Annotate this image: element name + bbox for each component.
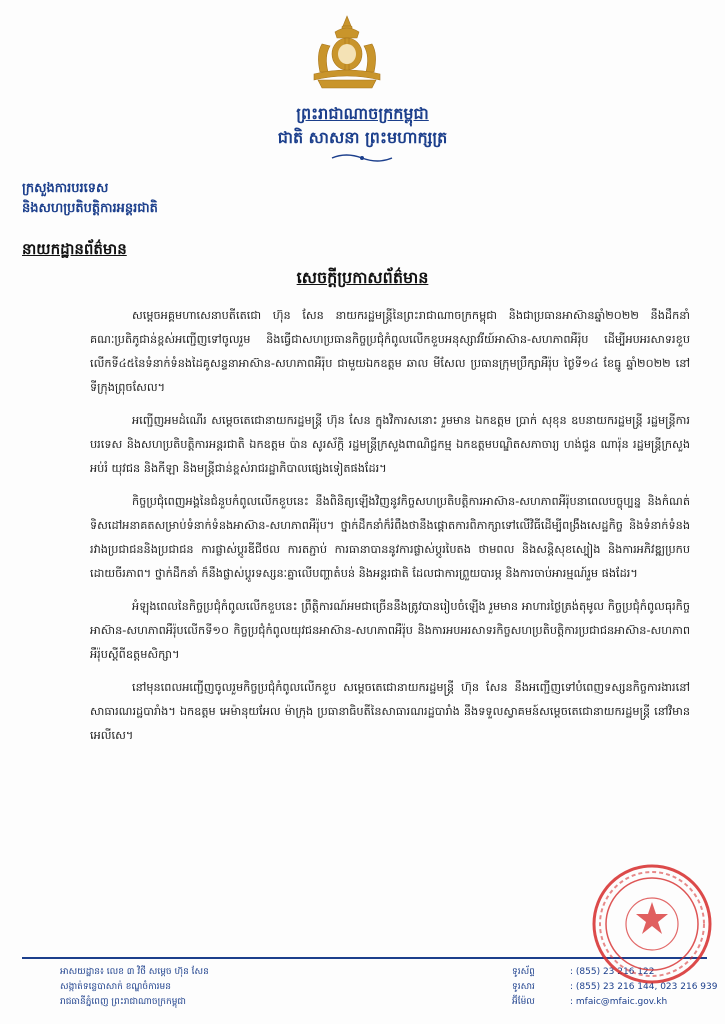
address-line: រាជធានីភ្នំពេញ ព្រះរាជាណាចក្រកម្ពុជា [60,997,186,1007]
royal-emblem-icon [302,14,392,94]
paragraph: អញ្ជើញអមដំណើរ សម្តេចតេជោនាយករដ្ឋមន្ត្រី ហ៊ុន សែន ក្នុងវិការសនោះ រួមមាន ឯកឧត្តម ប្រាក់ សុខុន ឧបនាយករដ្ឋមន្ត្រី រដ្ឋមន្ត្រីការបរទេស និងសហប្រតិបត្តិការអន្តរជាតិ ឯកឧត្តម ប៉ាន សូរស័ក្តិ រដ្ឋមន្ត្រីក្រសួងពាណិជ្ជកម្ម ឯកឧត្តមបណ្ឌិតសភាចារ្យ ហង់ជួន ណារ៉ុន រដ្ឋមន្ត្រីក្រសួងអប់រំ យុវជន និងកីឡា និងមន្ត្រីជាន់ខ្ពស់រាជរដ្ឋាភិបាលផ្សេងទៀតផងដែរ។ [90,414,690,475]
kingdom-heading: ព្រះរាជាណាចក្រកម្ពុជា [296,104,429,123]
paragraph: កិច្ចប្រជុំពេញអង្គនៃជំនួបកំពូលលើកខួបនេះ នឹងពិនិត្យឡើងវិញនូវកិច្ចសហប្រតិបត្តិការអាស៊ាន-សហភាពអឺរ៉ុបនាពេលបច្ចុប្បន្ន និងកំណត់ទិសដៅអនាគតសម្រាប់ទំនាក់ទំនងអាស៊ាន-សហភាពអឺរ៉ុប។ ថ្នាក់ដឹកនាំក៏រំពឹងថានឹងផ្តោតការពិភាក្សាទៅលើវិធីដើម្បីពង្រឹងសេដ្ឋកិច្ច និងទំនាក់ទំនងរវាងប្រជាជននិងប្រជាជន ការផ្លាស់ប្តូរឌីជីថល ការតភ្ជាប់ ការធានាបាននូវការផ្លាស់ប្តូរបៃតង ថាមពល និងសន្តិសុខស្បៀង និងការអភិវឌ្ឍប្រកបដោយចីរភាព។ ថ្នាក់ដឹកនាំ ក៏នឹងផ្លាស់ប្តូរទស្សនៈគ្នាលើបញ្ហាតំបន់ និងអន្តរជាតិ ដែលជាការព្រួយបារម្ភ និងការចាប់អារម្មណ៍រួម ផងដែរ។ [90,495,690,580]
paragraph: សម្តេចអគ្គមហាសេនាបតីតេជោ ហ៊ុន សែន នាយករដ្ឋមន្ត្រីនៃព្រះរាជាណាចក្រកម្ពុជា និងជាប្រធានអាស៊ានឆ្នាំ២០២២ នឹងដឹកនាំគណៈប្រតិភូជាន់ខ្ពស់អញ្ជើញទៅចូលរួម និងធ្វើជាសហប្រធានកិច្ចប្រជុំកំពូលលើកខួបអនុស្សាវរីយ៍អាស៊ាន-សហភាពអឺរ៉ុប ដើម្បីអបអរសាទរខួបលើកទី៤៥នៃទំនាក់ទំនងដៃគូសន្ទនាអាស៊ាន-សហភាពអឺរ៉ុប ជាមួយឯកឧត្តម ឆាល មីសែល ប្រធានក្រុមប្រឹក្សាអឺរ៉ុប ថ្ងៃទី១៤ ខែធ្នូ ឆ្នាំ២០២២ នៅទីក្រុងព្រុចសែល។ [90,309,690,394]
contact-label: ទូរស័ព្ទ [512,967,535,977]
fax-value: : (855) 23 216 144, 023 216 939 [570,982,718,992]
divider-ornament-icon [330,152,394,164]
paragraph: អំឡុងពេលនៃកិច្ចប្រជុំកំពូលលើកខួបនេះ ព្រឹត្តិការណ៍អមជាច្រើននឹងត្រូវបានរៀបចំឡើង រួមមាន អាហារថ្ងៃត្រង់តុមូល កិច្ចប្រជុំកំពូលធុរកិច្ចអាស៊ាន-សហភាពអឺរ៉ុបលើកទី១០ កិច្ចប្រជុំកំពូលយុវជនអាស៊ាន-សហភាពអឺរ៉ុប និងការអបអរសាទរកិច្ចសហប្រតិបត្តិការប្រជាជនអាស៊ាន-សហភាពអឺរ៉ុបស្តីពីឧត្តមសិក្សា។ [90,600,690,661]
ministry-name-line1: ក្រសួងការបរទេស [22,181,109,196]
ministry-seal-icon [590,862,714,986]
contact-label: ទូរសារ [512,982,535,992]
ministry-name-line2: និងសហប្រតិបត្តិការអន្តរជាតិ [22,201,158,216]
contact-label: អ៊ីម៉ែល [512,997,535,1007]
contact-row [512,995,717,1010]
address-line: អាសយដ្ឋាន៖ លេខ ៣ វិថី សម្តេច ហ៊ុន សែន [60,967,209,977]
department-name: នាយកដ្ឋានព័ត៌មាន [22,240,127,258]
address-line: សង្កាត់ទន្លេបាសាក់ ខណ្ឌចំការមន [60,982,171,992]
email-value: : mfaic@mfaic.gov.kh [570,997,668,1007]
phone-value: : (855) 23 216 122 [570,967,655,977]
footer-address [60,965,209,1010]
motto-heading: ជាតិ សាសនា ព្រះមហាក្សត្រ [277,128,448,147]
paragraph: នៅមុនពេលអញ្ជើញចូលរួមកិច្ចប្រជុំកំពូលលើកខួប សម្តេចតេជោនាយករដ្ឋមន្ត្រី ហ៊ុន សែន នឹងអញ្ជើញទៅបំពេញទស្សនកិច្ចការងារនៅសាធារណរដ្ឋបារាំង។ ឯកឧត្តម អេម៉ានុយអែល ម៉ាក្រុង ប្រធានាធិបតីនៃសាធារណរដ្ឋបារាំង នឹងទទួលស្វាគមន៍សម្តេចតេជោនាយករដ្ឋមន្ត្រី នៅវិមានអេលីសេ។ [90,681,690,742]
press-release-body [90,304,690,924]
document-title: សេចក្តីប្រកាសព័ត៌មាន [296,268,429,287]
